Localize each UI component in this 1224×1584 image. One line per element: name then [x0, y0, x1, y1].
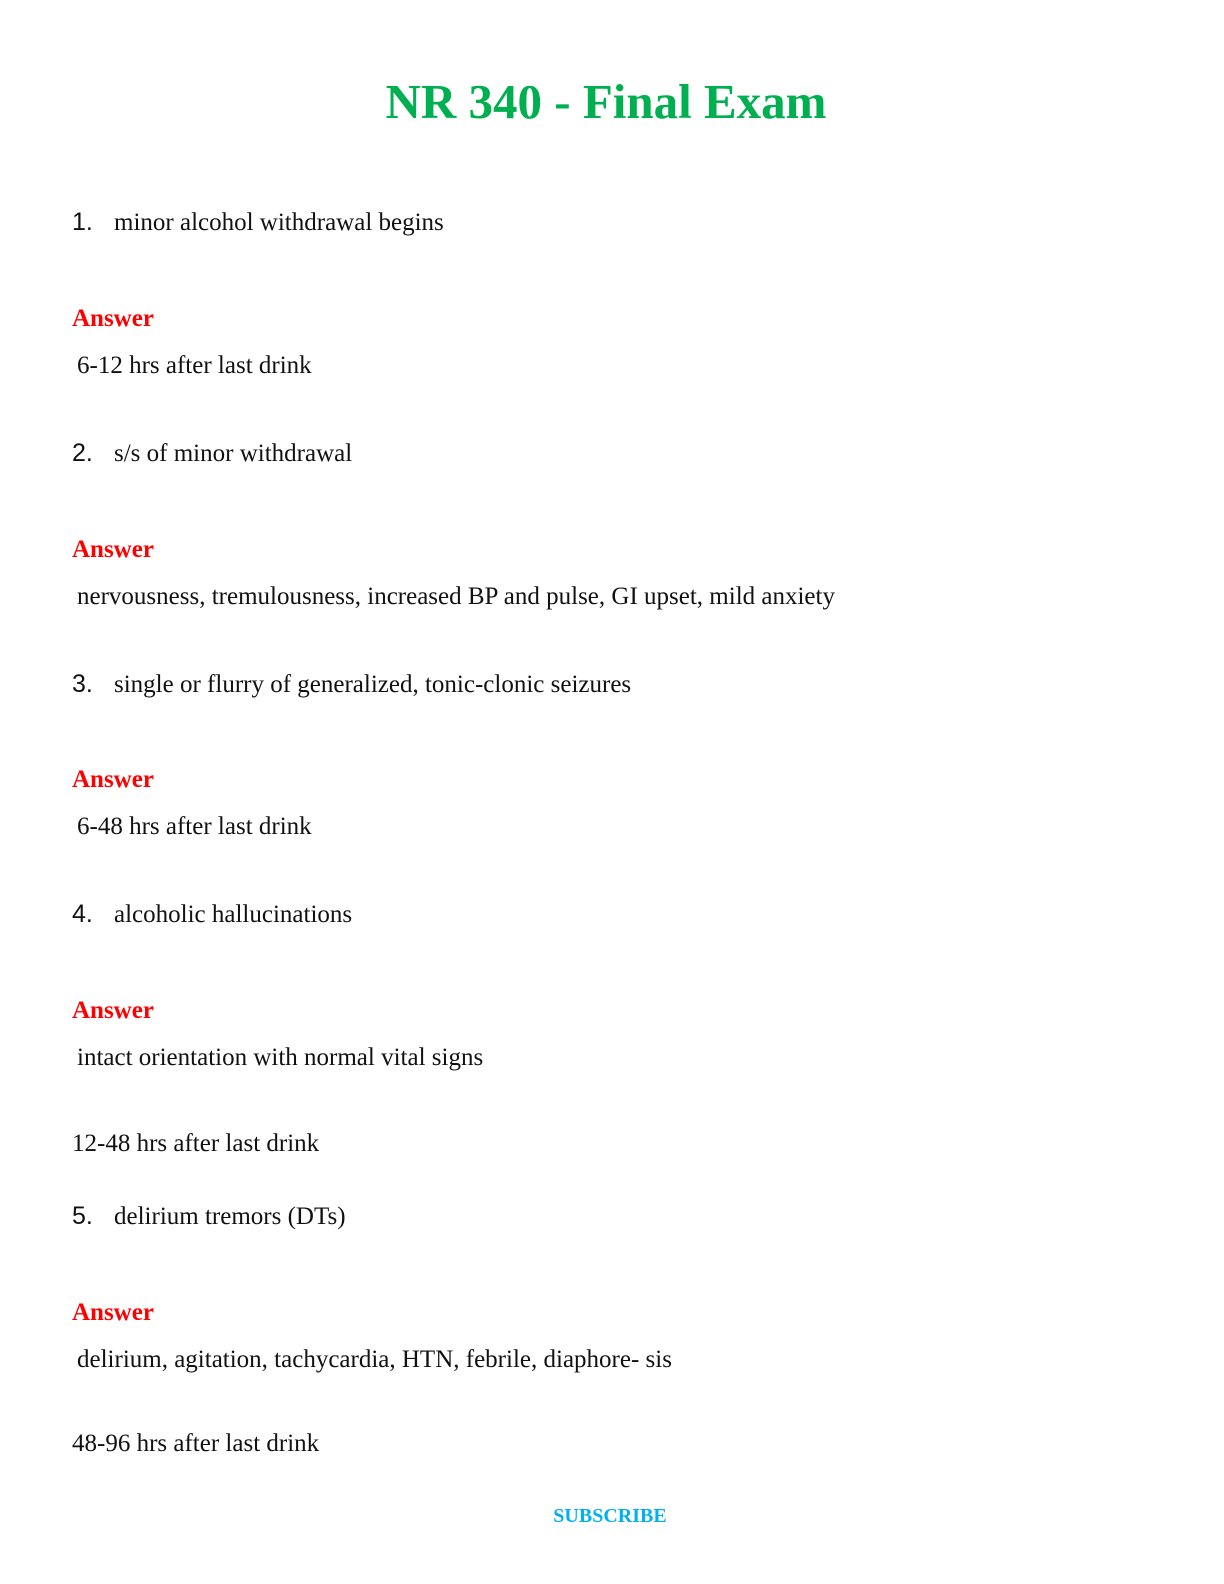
question-3 [72, 668, 631, 701]
answer-text: delirium, agitation, tachycardia, HTN, febrile, diaphore- sis [77, 1346, 672, 1373]
question-text: alcoholic hallucinations [114, 901, 353, 928]
answer-text: intact orientation with normal vital signs [77, 1044, 484, 1071]
answer-extra-text: 12-48 hrs after last drink [72, 1130, 320, 1157]
question-text: minor alcohol withdrawal begins [114, 209, 444, 236]
document-title: NR 340 - Final Exam [385, 74, 827, 129]
question-number: 2. [72, 439, 93, 467]
question-2 [72, 437, 352, 470]
question-number: 1. [72, 208, 93, 236]
answer-label: Answer [72, 766, 154, 793]
question-4 [72, 898, 352, 931]
answer-label: Answer [72, 1299, 154, 1326]
question-text: delirium tremors (DTs) [114, 1203, 346, 1230]
question-number: 3. [72, 670, 93, 698]
question-5 [72, 1200, 346, 1233]
answer-text: 6-48 hrs after last drink [77, 813, 312, 840]
answer-label: Answer [72, 536, 154, 563]
question-text: single or flurry of generalized, tonic-clonic seizures [114, 671, 632, 698]
question-1 [72, 206, 444, 239]
answer-label: Answer [72, 305, 154, 332]
answer-label: Answer [72, 997, 154, 1024]
subscribe-link[interactable]: SUBSCRIBE [553, 1505, 667, 1527]
question-number: 5. [72, 1202, 93, 1230]
question-number: 4. [72, 900, 93, 928]
answer-extra-text: 48-96 hrs after last drink [72, 1430, 320, 1457]
question-text: s/s of minor withdrawal [114, 440, 353, 467]
answer-text: 6-12 hrs after last drink [77, 352, 312, 379]
answer-text: nervousness, tremulousness, increased BP and pulse, GI upset, mild anxiety [77, 583, 835, 610]
